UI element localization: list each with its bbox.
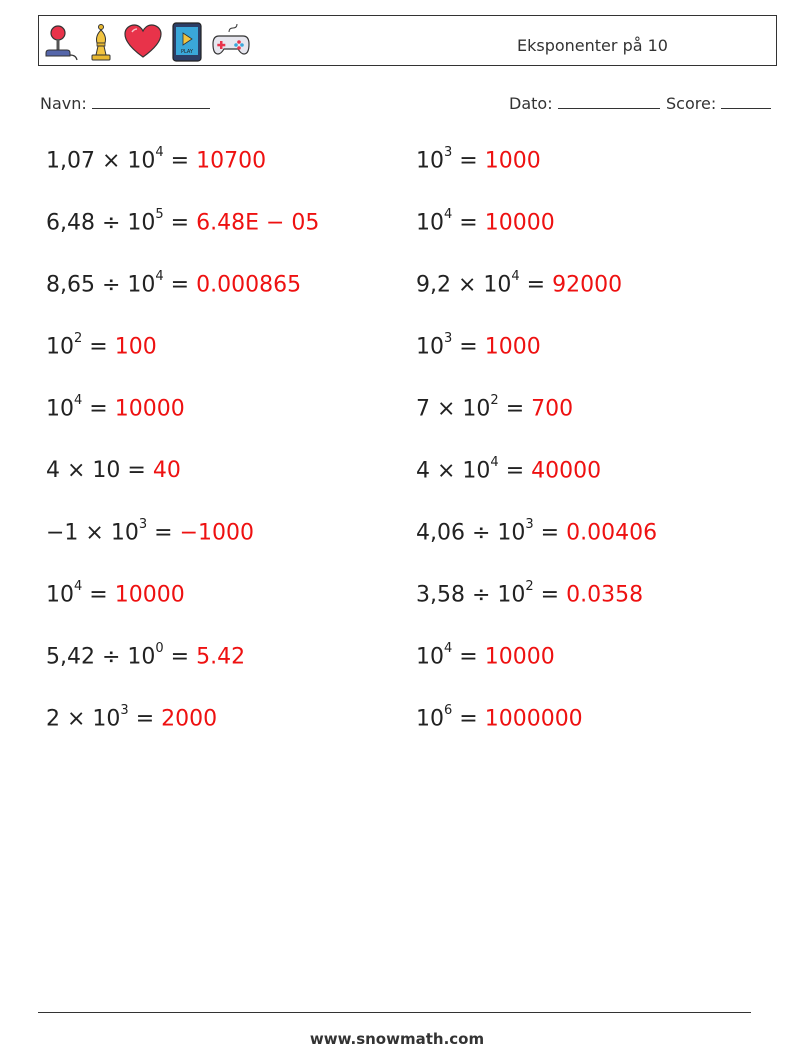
name-field[interactable]	[40, 93, 210, 113]
name-label: Navn:	[40, 94, 87, 113]
problem-item	[416, 207, 555, 236]
problem-answer: 700	[531, 396, 574, 422]
problem-expression: 6,48 ÷ 10	[46, 210, 156, 236]
problem-equals: =	[519, 272, 553, 298]
date-label: Dato:	[509, 94, 553, 113]
problem-answer: 100	[114, 334, 157, 360]
problem-expression: 2 × 10	[46, 706, 121, 732]
problem-expression: 10	[46, 396, 74, 422]
problem-expression: 7 × 10	[416, 396, 491, 422]
problem-exponent: 4	[74, 579, 83, 594]
problem-item	[416, 517, 658, 546]
problem-equals: =	[128, 706, 162, 732]
worksheet-title: Eksponenter på 10	[517, 36, 668, 55]
problem-exponent: 0	[155, 641, 164, 656]
problem-equals: =	[120, 458, 153, 483]
problem-item	[46, 331, 157, 360]
problem-expression: 4 × 10	[46, 458, 121, 483]
problem-answer: 1000000	[484, 706, 583, 732]
problem-exponent: 6	[444, 703, 453, 718]
problem-item	[46, 207, 320, 236]
problem-answer: 10000	[484, 210, 555, 236]
problem-equals: =	[452, 334, 485, 360]
problem-item	[416, 331, 541, 360]
problem-expression: 3,58 ÷ 10	[416, 582, 526, 608]
problem-item	[46, 269, 302, 298]
problem-equals: =	[147, 520, 180, 546]
problem-expression: 4,06 ÷ 10	[416, 520, 526, 546]
problem-answer: 0.000865	[196, 272, 302, 298]
problem-exponent: 4	[511, 269, 520, 284]
problem-item	[46, 517, 254, 546]
date-field[interactable]	[509, 93, 660, 113]
problem-equals: =	[82, 582, 115, 608]
problem-answer: 0.00406	[566, 520, 658, 546]
problem-exponent: 2	[490, 393, 499, 408]
problem-item	[416, 393, 574, 422]
problem-answer: 1000	[484, 148, 541, 174]
problem-item	[416, 145, 541, 174]
heart-icon	[123, 22, 163, 62]
problem-exponent: 3	[444, 145, 453, 160]
problem-answer: 5.42	[196, 644, 246, 670]
problem-exponent: 5	[155, 207, 164, 222]
problem-exponent: 3	[444, 331, 453, 346]
problem-exponent: 4	[155, 145, 164, 160]
problem-item	[416, 579, 644, 608]
problem-equals: =	[163, 272, 197, 298]
score-blank[interactable]	[721, 93, 771, 109]
problem-answer: 10000	[114, 582, 185, 608]
problem-item	[46, 579, 185, 608]
worksheet-header	[38, 15, 777, 66]
problem-expression: 10	[416, 210, 444, 236]
problem-exponent: 4	[490, 455, 499, 470]
problem-equals: =	[498, 396, 532, 422]
problem-equals: =	[163, 210, 197, 236]
problem-equals: =	[163, 644, 197, 670]
problem-item	[46, 145, 267, 174]
problem-item	[416, 641, 555, 670]
problem-equals: =	[498, 458, 532, 484]
problem-item	[46, 641, 246, 670]
problem-equals: =	[82, 396, 115, 422]
problem-exponent: 3	[120, 703, 129, 718]
problem-equals: =	[452, 706, 485, 732]
problem-exponent: 2	[74, 331, 83, 346]
problem-exponent: 3	[138, 517, 148, 532]
problem-equals: =	[452, 148, 485, 174]
problem-answer: −1000	[179, 520, 254, 546]
problem-exponent: 4	[74, 393, 83, 408]
problem-exponent: 3	[525, 517, 534, 532]
score-label: Score:	[666, 94, 717, 113]
problem-equals: =	[452, 644, 485, 670]
problem-exponent: 2	[525, 579, 534, 594]
problem-answer: 40000	[531, 458, 602, 484]
problem-equals: =	[533, 582, 567, 608]
problem-exponent: 4	[444, 641, 453, 656]
problem-expression: 10	[416, 706, 444, 732]
problem-answer: 1000	[484, 334, 541, 360]
header-icons	[45, 21, 259, 63]
problem-equals: =	[163, 148, 197, 174]
problem-expression: 1,07 × 10	[46, 148, 156, 174]
problem-exponent: 4	[155, 269, 164, 284]
problem-equals: =	[452, 210, 485, 236]
problem-answer: 2000	[161, 706, 218, 732]
problem-expression: 8,65 ÷ 10	[46, 272, 156, 298]
problem-answer: 10700	[196, 148, 267, 174]
problem-expression: 9,2 × 10	[416, 272, 512, 298]
gamepad-icon	[211, 22, 251, 62]
footer-divider	[38, 1012, 751, 1013]
chess-bishop-icon	[87, 22, 115, 62]
problem-expression: 4 × 10	[416, 458, 491, 484]
problem-exponent: 4	[444, 207, 453, 222]
date-blank[interactable]	[558, 93, 660, 109]
problem-item	[46, 458, 181, 483]
problem-equals: =	[533, 520, 567, 546]
problem-answer: 6.48E − 05	[196, 210, 320, 236]
problem-expression: 10	[46, 582, 74, 608]
footer-website: www.snowmath.com	[309, 1030, 485, 1048]
problem-item	[46, 703, 218, 732]
problem-expression: 5,42 ÷ 10	[46, 644, 156, 670]
problem-answer: 10000	[484, 644, 555, 670]
problem-item	[416, 269, 623, 298]
problem-equals: =	[82, 334, 115, 360]
problem-answer: 0.0358	[566, 582, 644, 608]
problem-answer: 92000	[552, 272, 623, 298]
tablet-play-icon	[171, 22, 203, 62]
problem-expression: 10	[416, 148, 444, 174]
joystick-icon	[45, 22, 79, 62]
problem-expression: −1 × 10	[46, 520, 139, 546]
problem-expression: 10	[416, 644, 444, 670]
problem-item	[46, 393, 185, 422]
score-field[interactable]	[666, 93, 771, 113]
name-blank[interactable]	[92, 93, 210, 109]
problem-item	[416, 455, 602, 484]
problem-expression: 10	[46, 334, 74, 360]
problem-item	[416, 703, 583, 732]
svg-text:PLAY: PLAY	[180, 49, 194, 55]
problem-answer: 10000	[114, 396, 185, 422]
problem-answer: 40	[152, 458, 181, 483]
problem-expression: 10	[416, 334, 444, 360]
